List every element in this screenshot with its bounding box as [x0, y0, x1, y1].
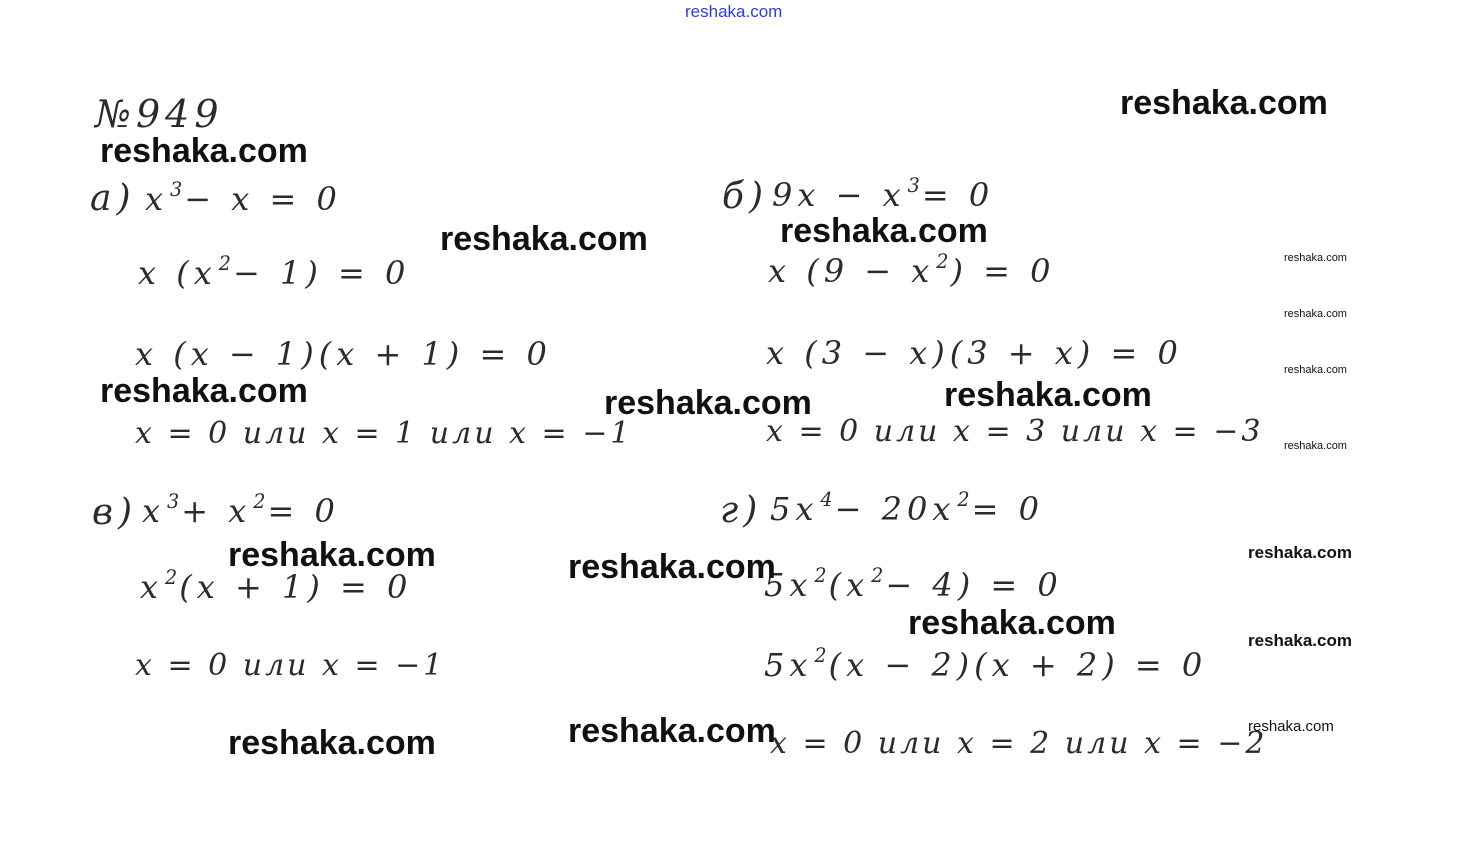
watermark: reshaka.com: [780, 212, 988, 250]
watermark: reshaka.com: [228, 536, 436, 574]
watermark: reshaka.com: [568, 712, 776, 750]
watermark: reshaka.com: [1284, 308, 1347, 320]
watermark: reshaka.com: [100, 132, 308, 170]
section-v-line-2: x $^2$(x + 1) = 0: [140, 565, 413, 606]
watermark: reshaka.com: [1284, 252, 1347, 264]
watermark: reshaka.com: [100, 372, 308, 410]
section-g-line-4: x = 0 или x = 2 или x = −2: [770, 726, 1268, 761]
section-b-line-4: x = 0 или x = 3 или x = −3: [766, 414, 1264, 449]
watermark: reshaka.com: [604, 384, 812, 422]
section-v-line-1: x $^3$+ x $^2$= 0: [142, 489, 340, 530]
watermark: reshaka.com: [1248, 631, 1352, 650]
section-b-line-2: x (9 − x $^2$) = 0: [768, 249, 1056, 290]
watermark: reshaka.com: [440, 220, 648, 258]
watermark: reshaka.com: [1120, 84, 1328, 122]
section-a-line-3: x (x − 1)(x + 1) = 0: [135, 335, 552, 373]
section-a-line-4: x = 0 или x = 1 или x = −1: [135, 416, 633, 451]
watermark: reshaka.com: [1284, 364, 1347, 376]
watermark: reshaka.com: [1248, 718, 1334, 735]
section-a-label: а): [90, 178, 136, 219]
watermark: reshaka.com: [1284, 440, 1347, 452]
section-b-label: б): [722, 176, 769, 217]
header-watermark: reshaka.com: [685, 2, 783, 21]
section-g-line-3: 5x $^2$(x − 2)(x + 2) = 0: [764, 643, 1208, 684]
section-v-label: в): [92, 492, 137, 533]
watermark: reshaka.com: [944, 376, 1152, 414]
problem-number: №949: [95, 92, 224, 136]
section-g-line-1: 5x $^4$− 20x $^2$= 0: [770, 487, 1044, 528]
watermark: reshaka.com: [908, 604, 1116, 642]
watermark: reshaka.com: [1248, 543, 1352, 562]
section-b-line-1: 9x − x $^3$= 0: [772, 173, 995, 214]
section-a-line-2: x (x $^2$− 1) = 0: [138, 251, 411, 292]
section-g-line-2: 5x $^2$(x $^2$− 4) = 0: [764, 563, 1063, 604]
watermark: reshaka.com: [228, 724, 436, 762]
section-v-line-3: x = 0 или x = −1: [135, 648, 446, 683]
section-a-line-1: x $^3$− x = 0: [145, 177, 342, 218]
watermark: reshaka.com: [568, 548, 776, 586]
section-g-label: г): [720, 490, 763, 531]
section-b-line-3: x (3 − x)(3 + x) = 0: [766, 334, 1183, 372]
